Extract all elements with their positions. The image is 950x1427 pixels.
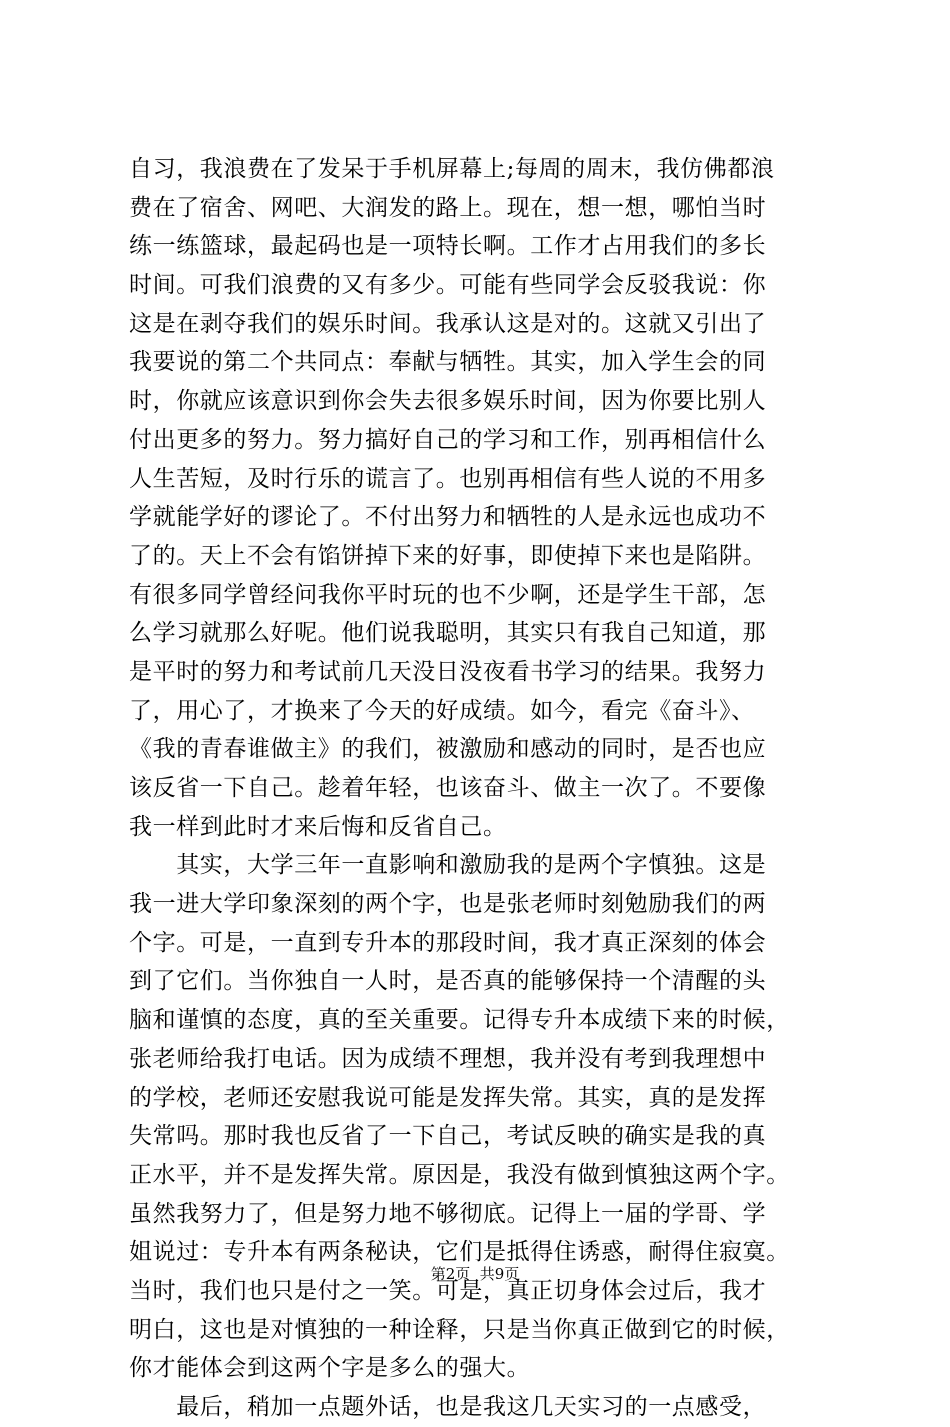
text-line: 《我的青春谁做主》的我们，被激励和感动的同时，是否也应 xyxy=(129,736,767,763)
text-line: 该反省一下自己。趁着年轻，也该奋斗、做主一次了。不要像 xyxy=(129,775,767,801)
text-line: 失常吗。那时我也反省了一下自己，考试反映的确实是我的真 xyxy=(129,1123,767,1150)
text-line: 学就能学好的谬论了。不付出努力和牺牲的人是永远也成功不 xyxy=(129,504,767,531)
text-line: 么学习就那么好呢。他们说我聪明，其实只有我自己知道，那 xyxy=(129,620,767,647)
text-line: 当时，我们也只是付之一笑。可是，真正切身体会过后，我才 xyxy=(129,1277,767,1304)
text-line: 我一进大学印象深刻的两个字，也是张老师时刻勉励我们的两 xyxy=(129,891,767,918)
text-line: 费在了宿舍、网吧、大润发的路上。现在，想一想，哪怕当时 xyxy=(129,194,767,221)
text-line: 了的。天上不会有馅饼掉下来的好事，即使掉下来也是陷阱。 xyxy=(129,542,767,569)
text-line: 到了它们。当你独自一人时，是否真的能够保持一个清醒的头 xyxy=(129,968,767,995)
text-line: 张老师给我打电话。因为成绩不理想，我并没有考到我理想中 xyxy=(129,1045,767,1072)
text-line: 姐说过：专升本有两条秘诀，它们是抵得住诱惑，耐得住寂寞。 xyxy=(129,1239,790,1266)
text-line: 练一练篮球，最起码也是一项特长啊。工作才占用我们的多长 xyxy=(129,233,767,260)
text-line: 脑和谨慎的态度，真的至关重要。记得专升本成绩下来的时候， xyxy=(129,1007,790,1034)
text-line: 明白，这也是对慎独的一种诠释，只是当你真正做到它的时候， xyxy=(129,1316,790,1343)
text-line: 这是在剥夺我们的娱乐时间。我承认这是对的。这就又引出了 xyxy=(129,310,767,337)
text-line: 你才能体会到这两个字是多么的强大。 xyxy=(129,1355,531,1382)
text-line: 自习，我浪费在了发呆于手机屏幕上;每周的周末，我仿佛都浪 xyxy=(129,156,775,182)
body-text xyxy=(129,150,829,1427)
text-line: 付出更多的努力。努力搞好自己的学习和工作，别再相信什么 xyxy=(129,426,767,453)
text-line: 是平时的努力和考试前几天没日没夜看书学习的结果。我努力 xyxy=(129,658,767,685)
text-line: 我要说的第二个共同点：奉献与牺牲。其实，加入学生会的同 xyxy=(129,349,767,376)
text-line: 我一样到此时才来后悔和反省自己。 xyxy=(129,813,507,840)
text-line: 时间。可我们浪费的又有多少。可能有些同学会反驳我说：你 xyxy=(129,272,767,299)
text-line: 虽然我努力了，但是努力地不够彻底。记得上一届的学哥、学 xyxy=(129,1200,767,1227)
text-line: 人生苦短，及时行乐的谎言了。也别再相信有些人说的不用多 xyxy=(129,465,767,492)
text-line: 最后，稍加一点题外话，也是我这几天实习的一点感受， xyxy=(129,1394,767,1420)
text-line: 个字。可是，一直到专升本的那段时间，我才真正深刻的体会 xyxy=(129,929,767,956)
text-line: 正水平，并不是发挥失常。原因是，我没有做到慎独这两个字。 xyxy=(129,1161,790,1188)
text-line: 有很多同学曾经问我你平时玩的也不少啊，还是学生干部，怎 xyxy=(129,581,767,608)
text-line: 其实，大学三年一直影响和激励我的是两个字慎独。这是 xyxy=(129,852,767,879)
page-footer: 第2页 共9页 xyxy=(430,1265,520,1283)
text-line: 时，你就应该意识到你会失去很多娱乐时间，因为你要比别人 xyxy=(129,388,767,415)
text-line: 了，用心了，才换来了今天的好成绩。如今，看完《奋斗》、 xyxy=(129,697,755,724)
text-line: 的学校，老师还安慰我说可能是发挥失常。其实，真的是发挥 xyxy=(129,1084,767,1111)
